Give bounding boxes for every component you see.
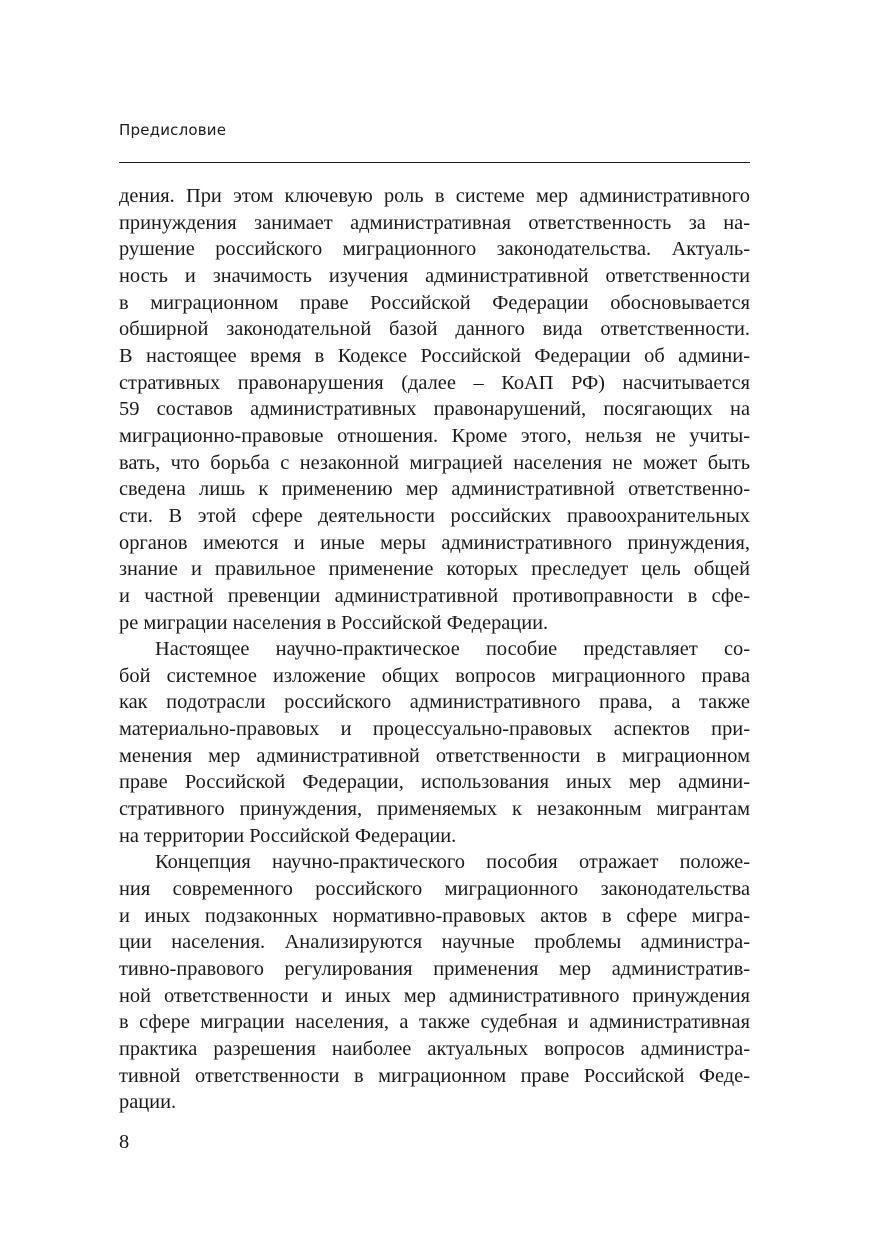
text-line: рушение российского миграционного законодательства. Актуаль- [119, 238, 750, 261]
text-line: принуждения занимает административная ответственность за на- [119, 211, 750, 234]
text-line: на территории Российской Федерации. [119, 824, 457, 847]
text-line: органов имеются и иные меры административного принуждения, [119, 531, 750, 554]
header-rule [119, 162, 750, 163]
body-text [119, 183, 750, 1116]
text-line: Настоящее научно-практическое пособие представляет со- [155, 638, 750, 661]
text-line: ной ответственности и иных мер административного принуждения [119, 984, 750, 1007]
page-number: 8 [119, 1131, 130, 1153]
text-line: стративных правонарушения (далее – КоАП РФ) насчитывается [119, 371, 750, 394]
text-line: стративного принуждения, применяемых к незаконным мигрантам [119, 798, 750, 821]
text-line: ции населения. Анализируются научные проблемы администра- [119, 931, 750, 954]
text-line: вать, что борьба с незаконной миграцией населения не может быть [119, 451, 750, 474]
text-line: бой системное изложение общих вопросов миграционного права [119, 664, 750, 687]
text-line: обширной законодательной базой данного вида ответственности. [119, 318, 750, 341]
text-line: материально-правовых и процессуально-правовых аспектов при- [119, 718, 750, 741]
text-line: менения мер административной ответственности в миграционном [119, 744, 750, 767]
text-line: сведена лишь к применению мер административной ответственно- [119, 478, 750, 501]
text-line: рации. [119, 1091, 177, 1114]
text-line: В настоящее время в Кодексе Российской Федерации об админи- [119, 344, 750, 367]
paragraph-1 [119, 183, 750, 636]
text-line: ность и значимость изучения административной ответственности [119, 264, 750, 287]
text-line: практика разрешения наиболее актуальных вопросов администра- [119, 1038, 750, 1060]
text-line: как подотрасли российского административного права, а также [119, 691, 750, 714]
text-line: в сфере миграции населения, а также судебная и административная [119, 1011, 750, 1034]
running-head: Предисловие [119, 121, 227, 139]
text-line: и частной превенции административной противоправности в сфе- [119, 584, 750, 607]
text-line: ре миграции населения в Российской Федерации. [119, 611, 549, 634]
text-line: дения. При этом ключевую роль в системе мер административного [119, 185, 750, 207]
paragraph-2 [119, 636, 750, 849]
paragraph-3 [119, 849, 750, 1116]
text-line: 59 составов административных правонарушений, посягающих на [119, 398, 750, 421]
text-line: и иных подзаконных нормативно-правовых актов в сфере мигра- [119, 904, 750, 927]
text-line: ния современного российского миграционного законодательства [119, 878, 750, 901]
text-line: в миграционном праве Российской Федерации обосновывается [119, 291, 750, 314]
text-line: Концепция научно-практического пособия отражает положе- [155, 851, 750, 874]
text-line: миграционно-правовые отношения. Кроме этого, нельзя не учиты- [119, 424, 750, 447]
text-line: знание и правильное применение которых преследует цель общей [119, 558, 750, 581]
text-line: тивной ответственности в миграционном праве Российской Феде- [119, 1064, 750, 1087]
text-line: праве Российской Федерации, использования иных мер админи- [119, 771, 750, 794]
text-line: сти. В этой сфере деятельности российских правоохранительных [119, 504, 750, 527]
text-line: тивно-правового регулирования применения мер административ- [119, 958, 750, 981]
